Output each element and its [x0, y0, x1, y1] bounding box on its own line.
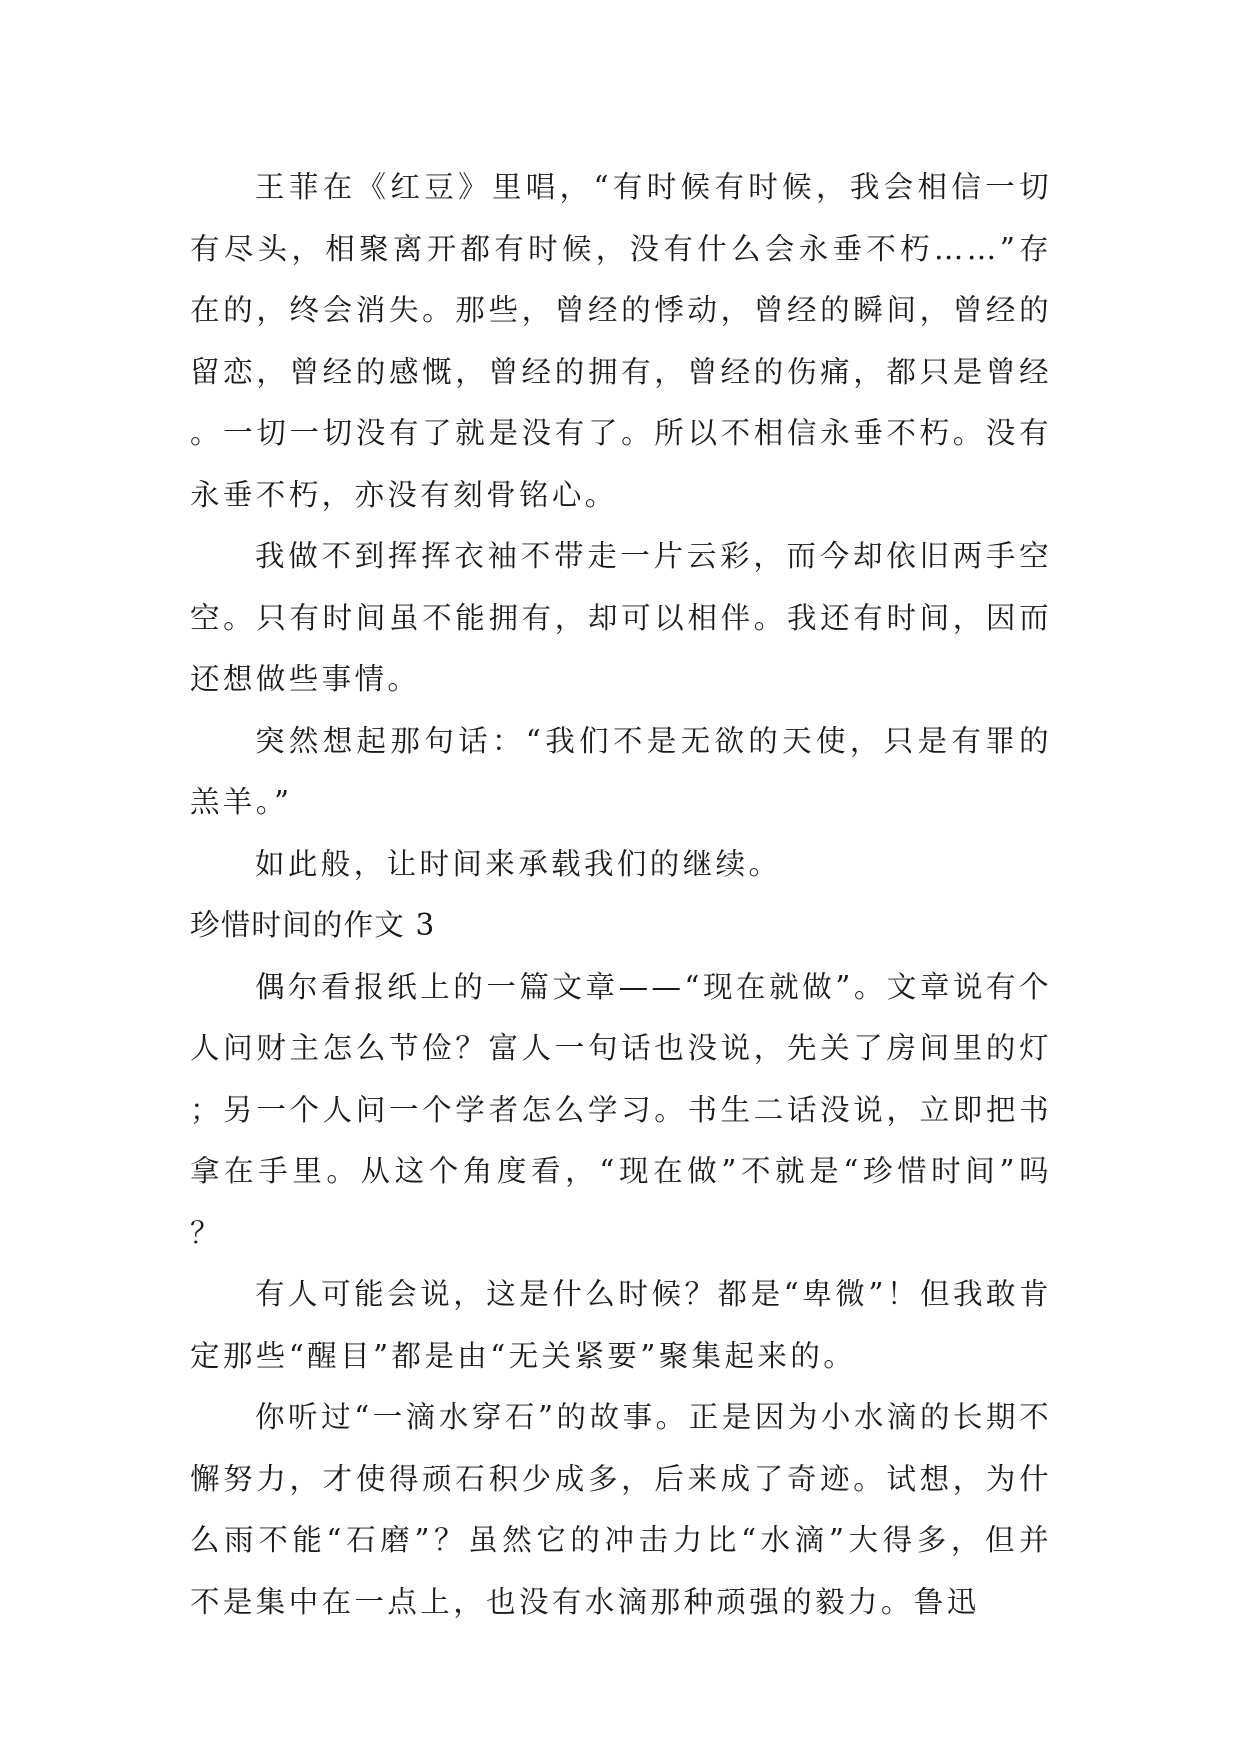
paragraph: 我做不到挥挥衣袖不带走一片云彩，而今却依旧两手空空。只有时间虽不能拥有，却可以相伴。我还有时间，因而还想做些事情。	[190, 539, 1052, 696]
section-heading: 珍惜时间的作文 3	[190, 908, 436, 942]
paragraph: 如此般，让时间来承载我们的继续。	[255, 846, 782, 881]
paragraph: 偶尔看报纸上的一篇文章——“现在就做”。文章说有个人问财主怎么节俭？富人一句话也没说，先关了房间里的灯；另一个人问一个学者怎么学习。书生二话没说，立即把书拿在手里。从这个角度看，“现在做”不就是“珍惜时间”吗？	[190, 969, 1052, 1250]
paragraph: 突然想起那句话：“我们不是无欲的天使，只是有罪的羔羊。”	[190, 723, 1052, 819]
paragraph: 有人可能会说，这是什么时候？都是“卑微”！但我敢肯定那些“醒目”都是由“无关紧要”聚集起来的。	[190, 1277, 1052, 1373]
paragraph: 你听过“一滴水穿石”的故事。正是因为小水滴的长期不懈努力，才使得顽石积少成多，后来成了奇迹。试想，为什么雨不能“石磨”？虽然它的冲击力比“水滴”大得多，但并不是集中在一点上，也没有水滴那种顽强的毅力。鲁迅	[190, 1400, 1052, 1619]
paragraph: 王菲在《红豆》里唱，“有时候有时候，我会相信一切有尽头，相聚离开都有时候，没有什么会永垂不朽……”存在的，终会消失。那些，曾经的悸动，曾经的瞬间，曾经的留恋，曾经的感慨，曾经的拥有，曾经的伤痛，都只是曾经。一切一切没有了就是没有了。所以不相信永垂不朽。没有永垂不朽，亦没有刻骨铭心。	[190, 170, 1052, 512]
document-body	[190, 157, 1052, 1633]
